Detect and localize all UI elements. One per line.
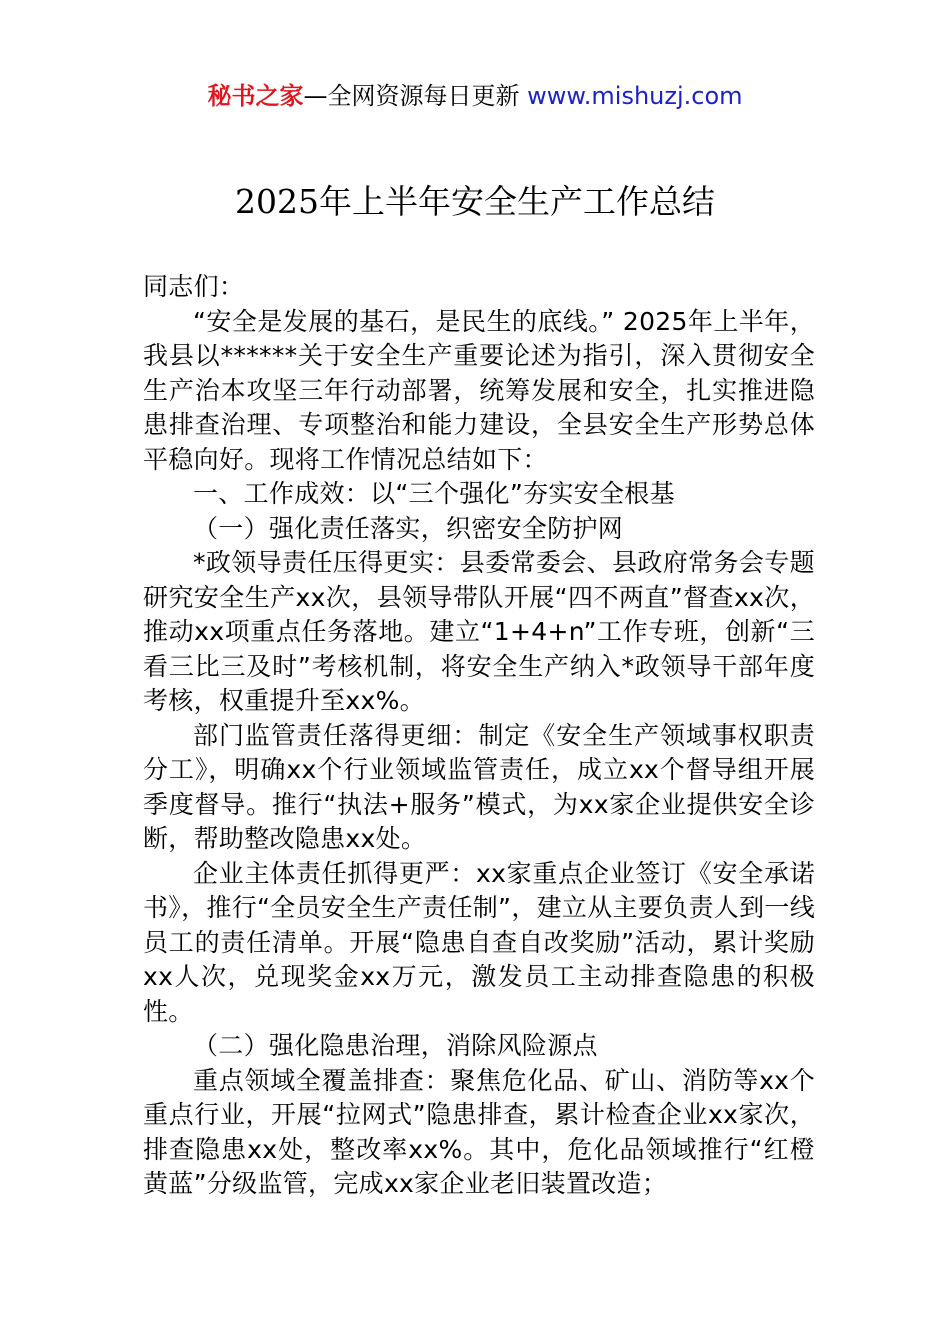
document-body (143, 270, 815, 1202)
salutation: 同志们： (143, 272, 245, 301)
body-paragraph: 企业主体责任抓得更严：xx家重点企业签订《安全承诺书》，推行“全员安全生产责任制”，建立从主要负责人到一线员工的责任清单。开展“隐患自查自改奖励”活动，累计奖励xx人次，兑现奖金xx万元，激发员工主动排查隐患的积极性。 (143, 858, 815, 1026)
body-paragraph: 重点领域全覆盖排查：聚焦危化品、矿山、消防等xx个重点行业，开展“拉网式”隐患排查，累计检查企业xx家次，排查隐患xx处，整改率xx%。其中，危化品领域推行“红橙黄蓝”分级监管，完成xx家企业老旧装置改造； (143, 1065, 815, 1198)
site-tagline: —全网资源每日更新 (303, 82, 520, 110)
document-title: 2025年上半年安全生产工作总结 (235, 182, 715, 221)
site-brand: 秘书之家 (207, 82, 304, 110)
section-heading-1: 一、工作成效：以“三个强化”夯实安全根基 (193, 479, 675, 508)
site-url-link[interactable]: www.mishuzj.com (527, 82, 743, 110)
site-header (0, 80, 950, 112)
body-paragraph: *政领导责任压得更实：县委常委会、县政府常务会专题研究安全生产xx次，县领导带队开展“四不两直”督查xx次，推动xx项重点任务落地。建立“1+4+n”工作专班，创新“三看三比三及时”考核机制，将安全生产纳入*政领导干部年度考核，权重提升至xx%。 (143, 548, 815, 715)
subsection-heading-2: （二）强化隐患治理，消除风险源点 (193, 1031, 598, 1060)
intro-paragraph: “安全是发展的基石，是民生的底线。” 2025年上半年，我县以******关于安全生产重要论述为指引，深入贯彻安全生产治本攻坚三年行动部署，统筹发展和安全，扎实推进隐患排查治理、专项整治和能力建设，全县安全生产形势总体平稳向好。现将工作情况总结如下： (143, 306, 815, 474)
subsection-heading-1: （一）强化责任落实，织密安全防护网 (193, 513, 624, 543)
body-paragraph: 部门监管责任落得更细：制定《安全生产领域事权职责分工》，明确xx个行业领域监管责任，成立xx个督导组开展季度督导。推行“执法+服务”模式，为xx家企业提供安全诊断，帮助整改隐患xx处。 (143, 720, 815, 853)
